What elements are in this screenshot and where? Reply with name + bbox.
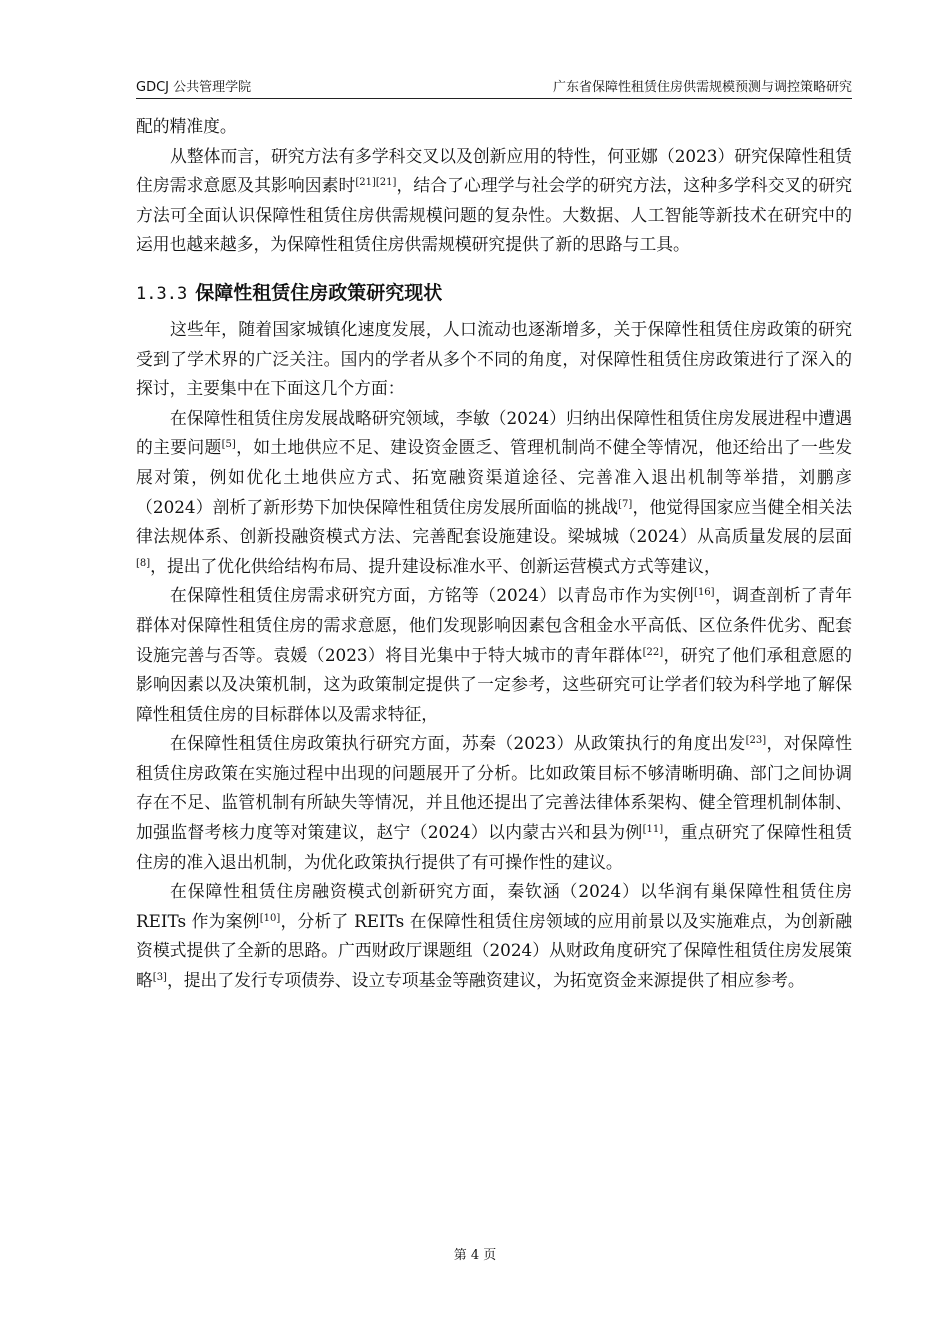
paragraph-continuation: 配的精准度。: [136, 116, 237, 136]
citation: [5]: [221, 439, 236, 451]
paragraph: 在保障性租赁住房融资模式创新研究方面，秦钦涵（2024）以华润有巢保障性租赁住房 REITs 作为案例[10]，分析了 REITs 在保障性租赁住房领域的应用前景以及实施难点，为创新融资模式提供了全新的思路。广西财政厅课题组（2024）从财政角度研究了保障性租赁住房发展策略[3]，提出了发行专项债券、设立专项基金等融资建议，为拓宽资金来源提供了相应参考。: [136, 881, 852, 991]
header-rule: [136, 98, 852, 99]
citation: [8]: [136, 557, 151, 569]
citation: [22]: [642, 646, 664, 658]
citation: [3]: [152, 972, 167, 984]
paragraph: 在保障性租赁住房发展战略研究领域，李敏（2024）归纳出保障性租赁住房发展进程中遭遇的主要问题[5]，如土地供应不足、建设资金匮乏、管理机制尚不健全等情况，他还给出了一些发展对策，例如优化土地供应方式、拓宽融资渠道途径、完善准入退出机制等举措，刘鹏彦（2024）剖析了新形势下加快保障性租赁住房发展所面临的挑战[7]，他觉得国家应当健全相关法律法规体系、创新投融资模式方法、完善配套设施建设。梁城城（2024）从高质量发展的层面[8]，提出了优化供给结构布局、提升建设标准水平、创新运营模式方式等建议，: [136, 407, 852, 576]
citation: [7]: [618, 498, 633, 510]
citation: [10]: [259, 912, 281, 924]
citation: [21]: [375, 177, 397, 189]
header-title: 广东省保障性租赁住房供需规模预测与调控策略研究: [552, 80, 852, 95]
paragraph: 在保障性租赁住房政策执行研究方面，苏秦（2023）从政策执行的角度出发[23]，对保障性租赁住房政策在实施过程中出现的问题展开了分析。比如政策目标不够清晰明确、部门之间协调存在不足、监管机制有所缺失等情况，并且他还提出了完善法律体系架构、健全管理机制体制、加强监督考核力度等对策建议，赵宁（2024）以内蒙古兴和县为例[11]，重点研究了保障性租赁住房的准入退出机制，为优化政策执行提供了有可操作性的建议。: [136, 733, 852, 872]
section-heading: [136, 278, 852, 309]
paragraph: 从整体而言，研究方法有多学科交叉以及创新应用的特性，何亚娜（2023）研究保障性租赁住房需求意愿及其影响因素时[21][21]，结合了心理学与社会学的研究方法，这种多学科交叉的研究方法可全面认识保障性租赁住房供需规模问题的复杂性。大数据、人工智能等新技术在研究中的运用也越来越多，为保障性租赁住房供需规模研究提供了新的思路与工具。: [136, 145, 852, 255]
citation: [11]: [642, 824, 664, 836]
section-title: 保障性租赁住房政策研究现状: [195, 281, 443, 304]
paragraph: 在保障性租赁住房需求研究方面，方铭等（2024）以青岛市作为实例[16]，调查剖析了青年群体对保障性租赁住房的需求意愿，他们发现影响因素包含租金水平高低、区位条件优劣、配套设施完善与否等。袁媛（2023）将目光集中于特大城市的青年群体[22]，研究了他们承租意愿的影响因素以及决策机制，这为政策制定提供了一定参考，这些研究可让学者们较为科学地了解保障性租赁住房的目标群体以及需求特征，: [136, 585, 852, 724]
paragraph: 这些年，随着国家城镇化速度发展，人口流动也逐渐增多，关于保障性租赁住房政策的研究受到了学术界的广泛关注。国内的学者从多个不同的角度，对保障性租赁住房政策进行了深入的探讨，主要集中在下面这几个方面：: [136, 318, 852, 399]
section-number: 1.3.3: [136, 283, 188, 304]
page-number: 第 4 页: [453, 1248, 497, 1263]
document-body: [136, 112, 852, 996]
citation: [23]: [745, 735, 767, 747]
header-institution: GDCJ 公共管理学院: [136, 80, 252, 95]
citation: [21]: [355, 177, 376, 189]
citation: [16]: [694, 587, 715, 599]
running-header: [136, 76, 852, 98]
